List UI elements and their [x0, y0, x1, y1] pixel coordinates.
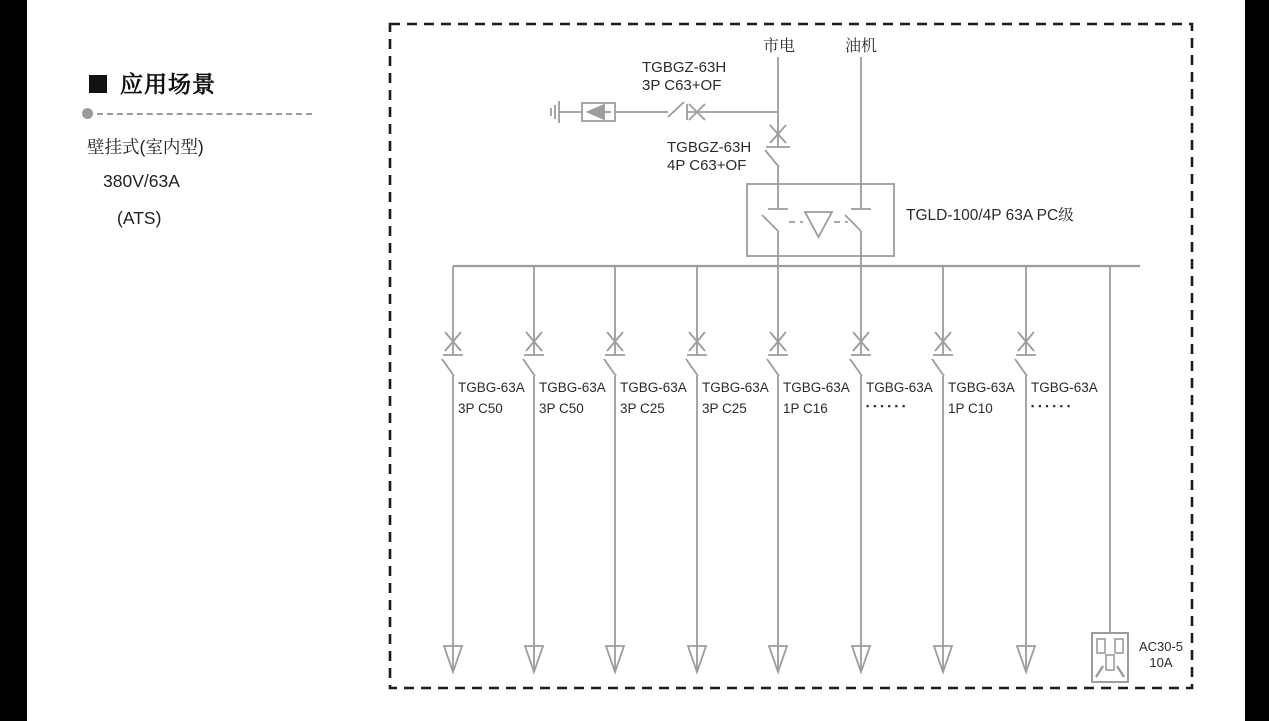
spd-breaker-model: TGBGZ-63H [642, 59, 727, 76]
spd-branch [551, 101, 778, 123]
branch-model: TGBG-63A [539, 380, 606, 395]
branch-label-3 [620, 377, 687, 419]
ats-symbol [747, 184, 894, 266]
earth-ground-icon [551, 101, 559, 123]
branch-spec: 1P C10 [948, 401, 993, 416]
switch-blade-icon [668, 102, 684, 117]
spd-arrow-icon [588, 105, 604, 119]
ats-label: TGLD-100/4P 63A PC级 [906, 207, 1074, 224]
branch-label-7 [948, 377, 1015, 419]
spd-breaker-spec: 3P C63+OF [642, 77, 722, 94]
branch-label-8 [1031, 377, 1098, 419]
branch-label-6 [866, 377, 933, 419]
branch-spec-dots: ▪▪▪▪▪▪ [1031, 401, 1075, 411]
mains-breaker-label [667, 139, 751, 175]
branch-feeder-4 [686, 266, 707, 672]
branch-spec: 3P C25 [620, 401, 665, 416]
spd-breaker-label [642, 59, 726, 95]
branch-model: TGBG-63A [1031, 380, 1098, 395]
branch-feeder-3 [604, 266, 625, 672]
branch-spec-dots: ▪▪▪▪▪▪ [866, 401, 910, 411]
branch-feeder-7 [932, 266, 953, 672]
ats-triangle-icon [805, 212, 832, 237]
socket-model: AC30-5 [1138, 639, 1184, 654]
diagram-dashed-border [390, 24, 1192, 688]
branch-spec: 1P C16 [783, 401, 828, 416]
branch-model: TGBG-63A [866, 380, 933, 395]
branch-feeder-1 [442, 266, 463, 672]
switch-blade-icon [765, 150, 779, 167]
ats-box [747, 184, 894, 256]
ats-left-blade-icon [762, 215, 778, 231]
branch-spec: 3P C25 [702, 401, 747, 416]
branch-model: TGBG-63A [783, 380, 850, 395]
branch-feeder-5 [767, 266, 788, 672]
spec-rating: 380V/63A [103, 171, 180, 191]
socket-label [1130, 639, 1192, 671]
socket-branch [1092, 266, 1128, 682]
branch-label-2 [539, 377, 606, 419]
branch-feeder-6 [850, 266, 871, 672]
branch-label-5 [783, 377, 850, 419]
mains-breaker-model: TGBGZ-63H [667, 139, 752, 156]
branch-model: TGBG-63A [620, 380, 687, 395]
branch-model: TGBG-63A [948, 380, 1015, 395]
mains-incomer-line [765, 57, 790, 209]
branch-model: TGBG-63A [458, 380, 525, 395]
branch-spec: 3P C50 [458, 401, 503, 416]
branch-feeder-8 [1015, 266, 1036, 672]
branch-feeder-2 [523, 266, 544, 672]
spec-ats: (ATS) [117, 208, 162, 228]
branch-model: TGBG-63A [702, 380, 769, 395]
ats-right-blade-icon [845, 215, 861, 231]
mains-breaker-spec: 4P C63+OF [667, 157, 747, 174]
spec-mount-type: 壁挂式(室内型) [87, 137, 204, 157]
branch-label-4 [702, 377, 769, 419]
socket-rating: 10A [1149, 655, 1173, 670]
branch-label-1 [458, 377, 525, 419]
mains-source-label: 市电 [763, 38, 796, 55]
section-title-text: 应用场景 [120, 71, 216, 97]
branch-spec: 3P C50 [539, 401, 584, 416]
generator-source-label: 油机 [845, 38, 878, 55]
